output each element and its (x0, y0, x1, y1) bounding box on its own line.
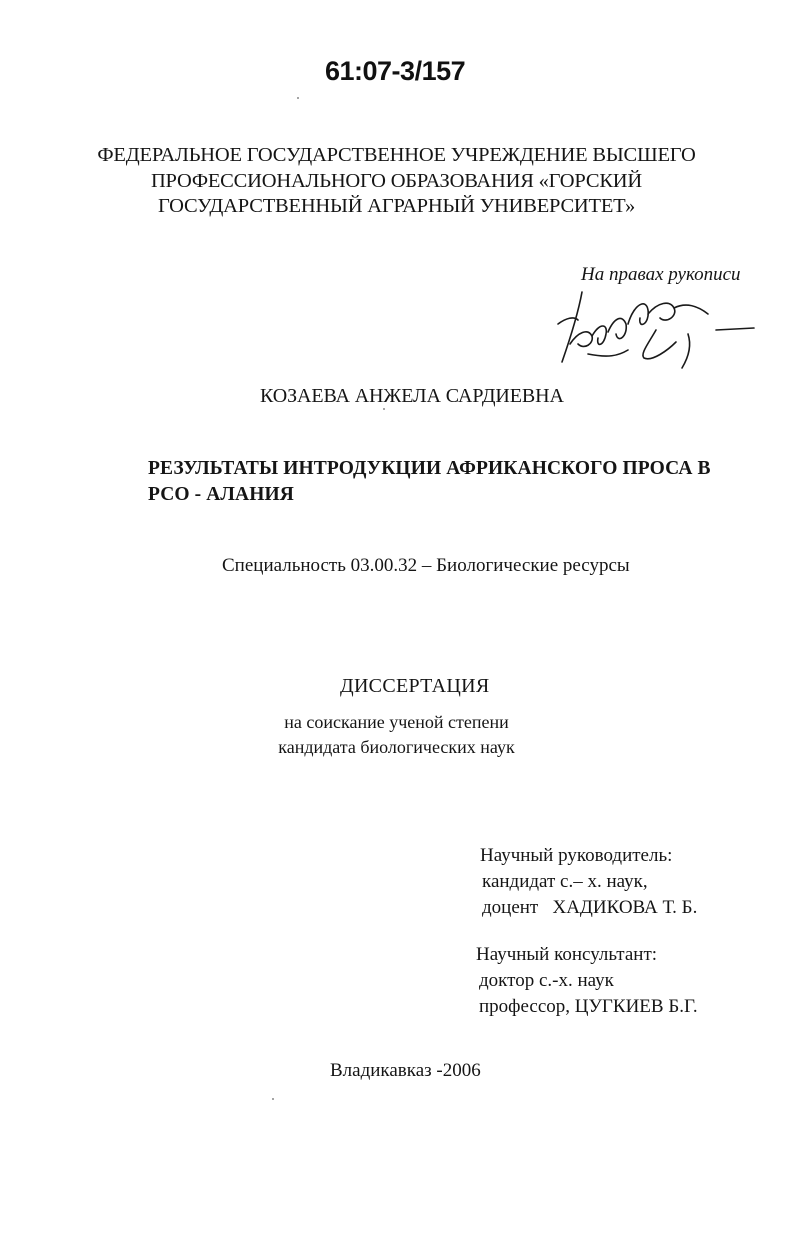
scan-speck (297, 97, 299, 99)
supervisor-name: доцент ХАДИКОВА Т. Б. (482, 897, 698, 918)
manuscript-rights-note: На правах рукописи (581, 264, 741, 285)
consultant-degree: доктор с.-х. наук (479, 970, 614, 991)
specialty-line: Специальность 03.00.32 – Биологические ресурсы (222, 555, 630, 576)
consultant-name: профессор, ЦУГКИЕВ Б.Г. (479, 996, 698, 1017)
document-type: ДИССЕРТАЦИЯ (340, 675, 490, 697)
title-line: РСО - АЛАНИЯ (148, 484, 294, 505)
handwritten-signature (548, 284, 758, 374)
institution-line: ГОСУДАРСТВЕННЫЙ АГРАРНЫЙ УНИВЕРСИТЕТ» (157, 195, 636, 217)
institution-header (0, 143, 793, 220)
supervisor-block (480, 843, 697, 921)
institution-line: ФЕДЕРАЛЬНОЕ ГОСУДАРСТВЕННОЕ УЧРЕЖДЕНИЕ ВЫСШЕГО (97, 144, 696, 166)
degree-purpose (0, 710, 793, 760)
dissertation-title (148, 456, 711, 508)
archive-stamp-number: 61:07-3/157 (325, 56, 466, 86)
author-name: КОЗАЕВА АНЖЕЛА САРДИЕВНА (260, 385, 564, 407)
city-year: Владикавказ -2006 (330, 1060, 481, 1081)
supervisor-degree: кандидат с.– х. наук, (482, 871, 648, 892)
scan-speck (383, 408, 385, 410)
consultant-block (476, 942, 698, 1020)
scan-speck (272, 1098, 274, 1100)
institution-line: ПРОФЕССИОНАЛЬНОГО ОБРАЗОВАНИЯ «ГОРСКИЙ (150, 169, 643, 192)
purpose-line: на соискание ученой степени (284, 712, 509, 732)
title-line: РЕЗУЛЬТАТЫ ИНТРОДУКЦИИ АФРИКАНСКОГО ПРОСА В (148, 458, 711, 479)
consultant-role: Научный консультант: (476, 944, 658, 965)
purpose-line: кандидата биологических наук (278, 737, 515, 757)
supervisor-role: Научный руководитель: (480, 845, 673, 866)
